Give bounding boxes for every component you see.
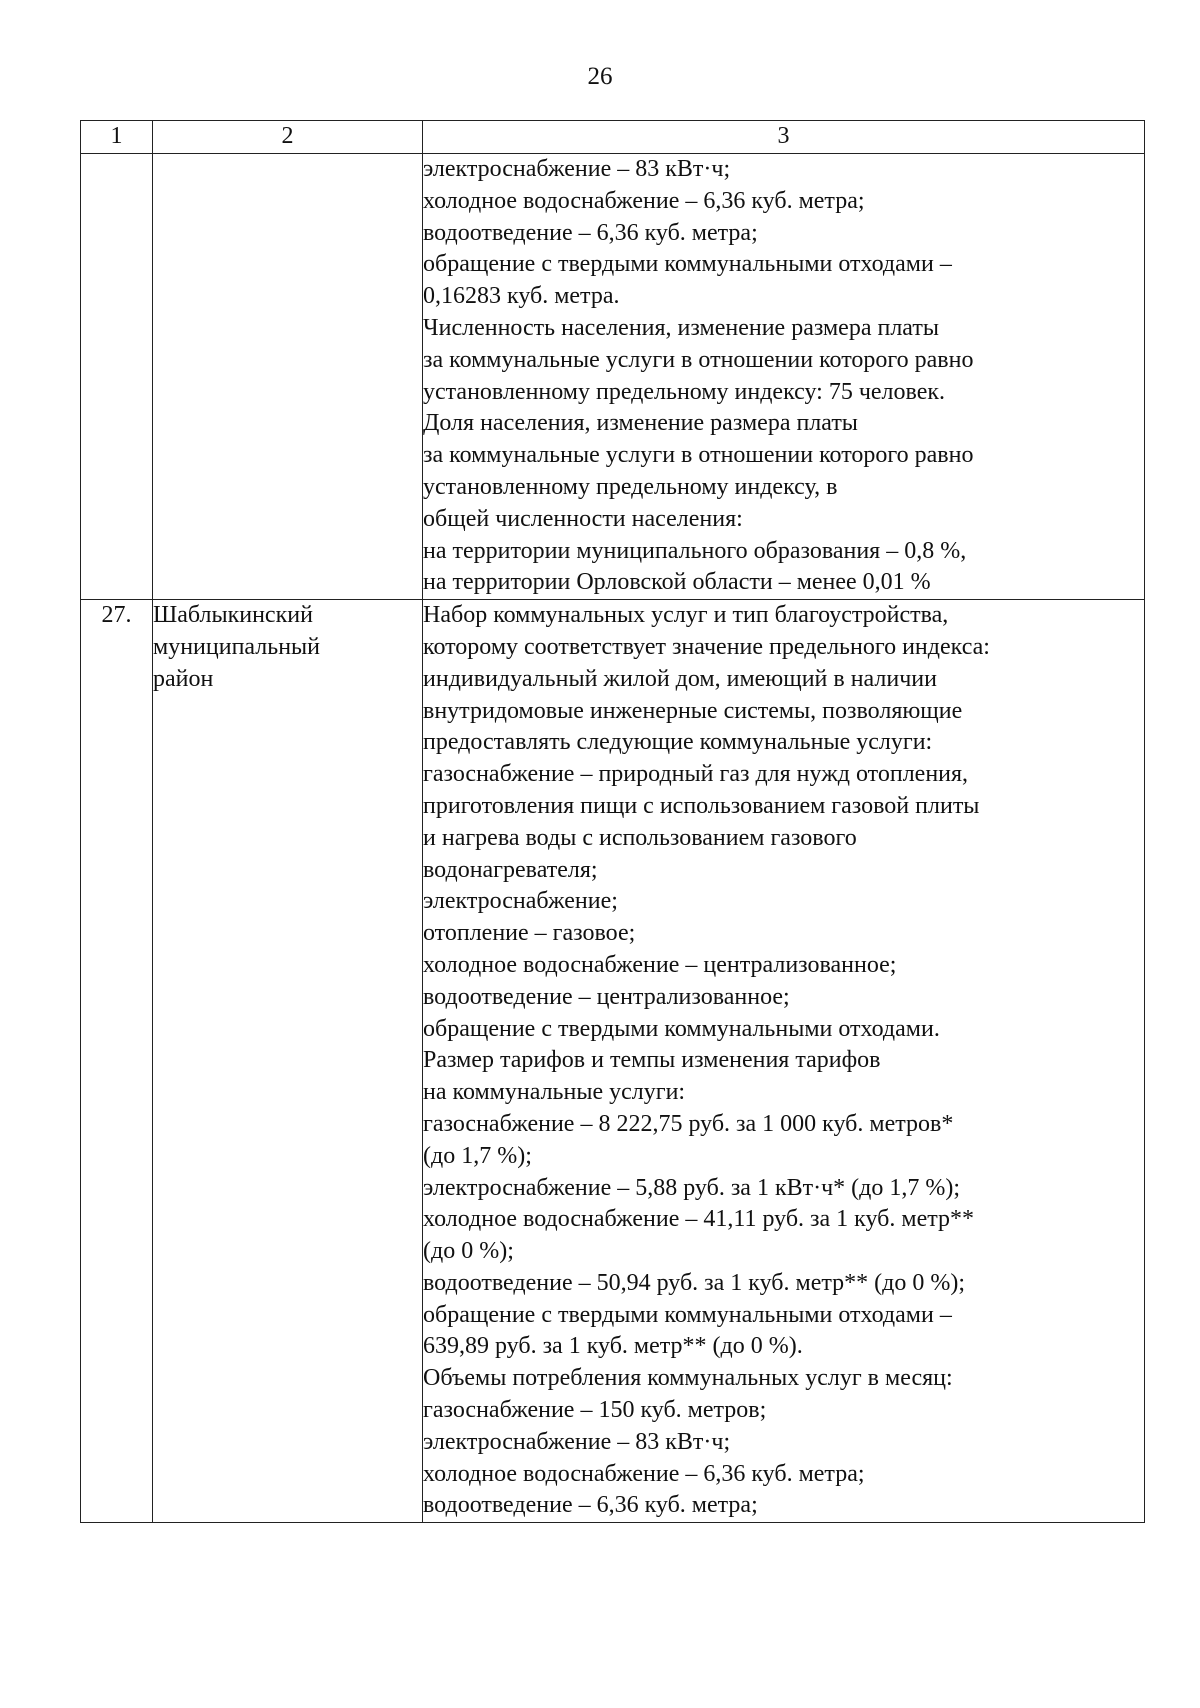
description-line: за коммунальные услуги в отношении которого равно	[423, 442, 974, 469]
description-line: обращение с твердыми коммунальными отходами.	[423, 1015, 940, 1042]
description-line: холодное водоснабжение – 6,36 куб. метра;	[423, 187, 865, 214]
page-number: 26	[587, 63, 613, 90]
table-row	[81, 154, 1145, 600]
row-number-cell	[81, 154, 153, 600]
description-line: водонагревателя;	[423, 856, 598, 883]
description-line: предоставлять следующие коммунальные услуги:	[423, 729, 933, 756]
description-line: внутридомовые инженерные системы, позволяющие	[423, 697, 963, 724]
description-line: (до 0 %);	[423, 1238, 514, 1265]
description-line: обращение с твердыми коммунальными отходами –	[423, 1301, 952, 1328]
description-line: которому соответствует значение предельного индекса:	[423, 633, 990, 660]
description-line: электроснабжение – 83 кВт·ч;	[423, 1428, 731, 1455]
description-line: холодное водоснабжение – централизованное;	[423, 951, 897, 978]
document-table	[80, 120, 1145, 1523]
description-line: 639,89 руб. за 1 куб. метр** (до 0 %).	[423, 1333, 803, 1360]
description-line: холодное водоснабжение – 6,36 куб. метра;	[423, 1460, 865, 1487]
description-line: Доля населения, изменение размера платы	[423, 410, 858, 437]
column-header-1: 1	[81, 121, 153, 154]
description-line: электроснабжение;	[423, 888, 618, 915]
description-line: электроснабжение – 5,88 руб. за 1 кВт·ч* (до 1,7 %);	[423, 1174, 961, 1201]
column-header-3: 3	[423, 121, 1145, 154]
description-line: и нагрева воды с использованием газового	[423, 824, 857, 851]
description-line: газоснабжение – природный газ для нужд отопления,	[423, 761, 969, 788]
description-line: на территории Орловской области – менее 0,01 %	[423, 569, 931, 596]
description-line: установленному предельному индексу, в	[423, 473, 838, 500]
description-line: приготовления пищи с использованием газовой плиты	[423, 792, 980, 819]
district-name-cell	[153, 154, 423, 600]
description-line: 0,16283 куб. метра.	[423, 283, 620, 310]
description-line: Набор коммунальных услуг и тип благоустройства,	[423, 602, 949, 629]
district-name-cell	[153, 600, 423, 1523]
district-name-line: муниципальный	[153, 633, 321, 660]
description-line: установленному предельному индексу: 75 человек.	[423, 378, 946, 405]
description-line: водоотведение – 50,94 руб. за 1 куб. метр** (до 0 %);	[423, 1269, 965, 1296]
description-line: электроснабжение – 83 кВт·ч;	[423, 156, 731, 182]
row-number-cell: 27.	[81, 600, 153, 1523]
description-line: водоотведение – 6,36 куб. метра;	[423, 1492, 758, 1519]
description-line: обращение с твердыми коммунальными отходами –	[423, 251, 952, 278]
description-line: Объемы потребления коммунальных услуг в месяц:	[423, 1365, 953, 1392]
description-line: Размер тарифов и темпы изменения тарифов	[423, 1047, 881, 1074]
description-line: водоотведение – централизованное;	[423, 983, 790, 1010]
table-body	[81, 154, 1145, 1523]
description-line: общей численности населения:	[423, 505, 743, 532]
district-name-line: Шаблыкинский	[153, 602, 313, 629]
description-line: Численность населения, изменение размера платы	[423, 314, 939, 341]
description-line: на коммунальные услуги:	[423, 1079, 686, 1106]
description-line: газоснабжение – 150 куб. метров;	[423, 1397, 767, 1424]
description-line: индивидуальный жилой дом, имеющий в наличии	[423, 665, 937, 692]
description-line: газоснабжение – 8 222,75 руб. за 1 000 куб. метров*	[423, 1110, 954, 1137]
district-name-line: район	[153, 665, 214, 692]
description-line: водоотведение – 6,36 куб. метра;	[423, 219, 758, 246]
description-cell	[423, 600, 1145, 1523]
description-line: холодное водоснабжение – 41,11 руб. за 1 куб. метр**	[423, 1206, 975, 1233]
description-line: на территории муниципального образования – 0,8 %,	[423, 537, 967, 564]
column-header-2: 2	[153, 121, 423, 154]
description-line: за коммунальные услуги в отношении которого равно	[423, 346, 974, 373]
table-header-row	[81, 121, 1145, 154]
description-line: отопление – газовое;	[423, 920, 636, 947]
table-row	[81, 600, 1145, 1523]
description-line: (до 1,7 %);	[423, 1142, 532, 1169]
description-cell	[423, 154, 1145, 600]
